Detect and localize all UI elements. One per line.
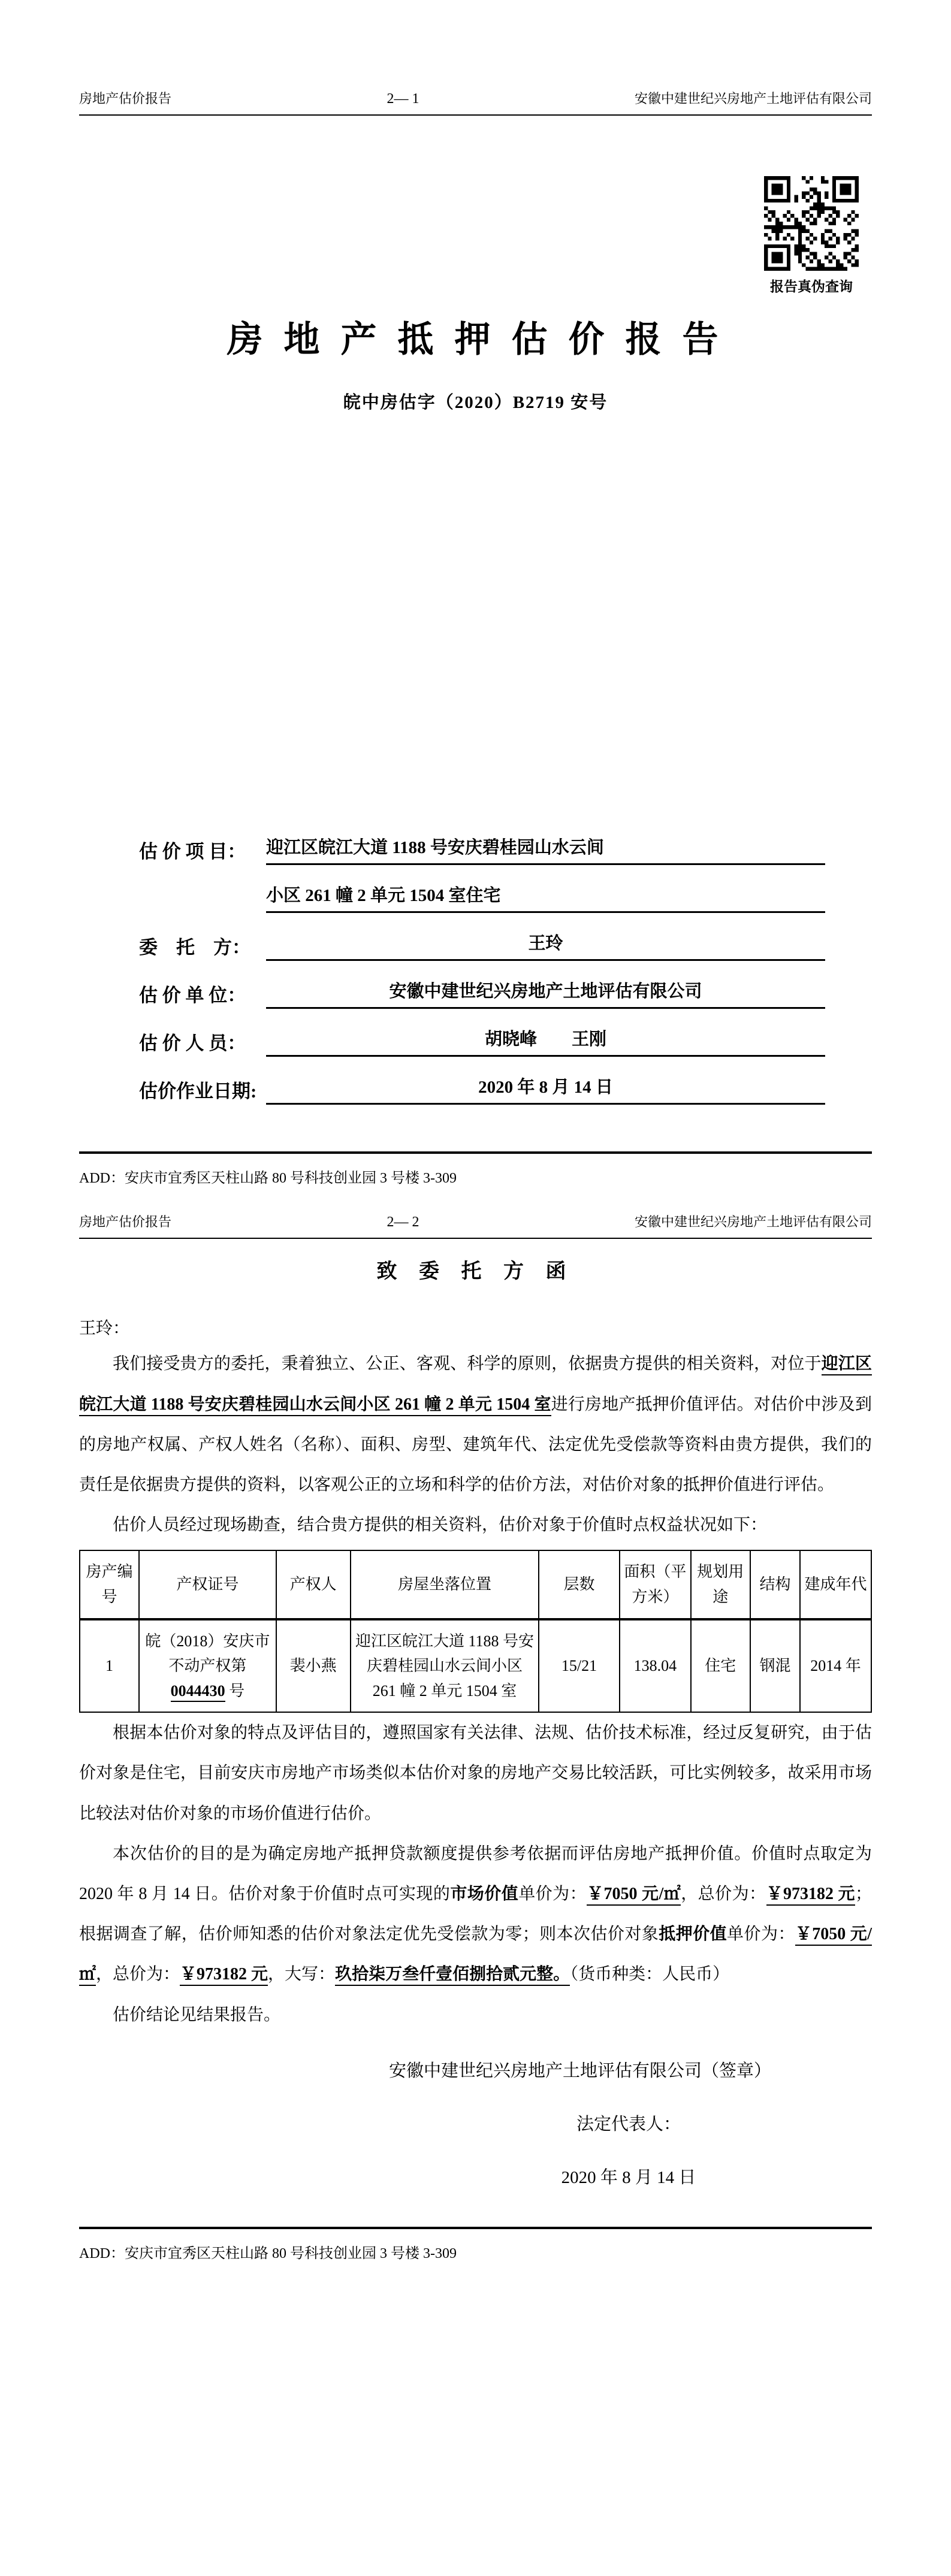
- letter-paragraph: [79, 1834, 872, 1995]
- field-project: [139, 833, 825, 865]
- field-value: 王玲: [266, 929, 825, 961]
- text-run: 抵押价值: [659, 1925, 727, 1944]
- page1-running-header: [79, 89, 872, 116]
- letter-title: 致 委 托 方 函: [376, 1260, 575, 1283]
- field-appraisers: [139, 1024, 825, 1057]
- text-run: 单价为：: [727, 1925, 795, 1944]
- field-value: 胡晓峰 王刚: [266, 1024, 825, 1057]
- header-left-title: 房地产估价报告: [79, 91, 172, 106]
- field-label: 委 托 方：: [139, 937, 250, 958]
- text-run: ￥973182 元: [180, 1965, 268, 1986]
- letter-paragraphs-before-table: [79, 1344, 872, 1545]
- text-run: 市场价值: [450, 1885, 519, 1904]
- table-header-cell: 规划用途: [691, 1550, 750, 1619]
- table-header-cell: 面积（平方米）: [620, 1550, 691, 1619]
- header-page-number: 2— 1: [387, 91, 419, 107]
- qr-caption: 报告真伪查询: [770, 279, 853, 294]
- text-run: 皖（2018）安庆市不动产权第: [145, 1632, 270, 1675]
- text-run: 0044430: [171, 1682, 225, 1702]
- field-client: [139, 929, 825, 961]
- field-value: 2020 年 8 月 14 日: [266, 1072, 825, 1105]
- letter-paragraph: [79, 1713, 872, 1834]
- field-label: 估价作业日期:: [139, 1081, 257, 1102]
- text-run: （货币种类：人民币）: [570, 1965, 730, 1984]
- qr-block: [763, 176, 860, 295]
- footer-address: ADD：安庆市宜秀区天柱山路 80 号科技创业园 3 号楼 3-309: [79, 1171, 457, 1186]
- field-label: 估 价 项 目：: [139, 841, 246, 862]
- table-header-cell: 产权证号: [139, 1550, 276, 1619]
- field-appraisal-date: [139, 1072, 825, 1105]
- qr-code-icon: [764, 176, 859, 271]
- text-run: ，总价为：: [96, 1965, 180, 1984]
- table-cell: 138.04: [620, 1619, 691, 1713]
- page2-footer: [79, 2227, 872, 2262]
- header-company-name: 安徽中建世纪兴房地产土地评估有限公司: [634, 1214, 872, 1229]
- field-label: [139, 911, 266, 913]
- signature-legal-rep: 法定代表人：: [576, 2115, 681, 2134]
- report-title: 房 地 产 抵 押 估 价 报 告: [227, 320, 724, 359]
- text-run: ，总价为：: [681, 1885, 766, 1904]
- text-run: ￥973182 元: [766, 1885, 855, 1906]
- letter-paragraph: [79, 1344, 872, 1505]
- text-run: ，大写：: [268, 1965, 336, 1984]
- text-run: 单价为：: [518, 1885, 587, 1904]
- signature-date: 2020 年 8 月 14 日: [561, 2168, 696, 2188]
- field-appraisal-agency: [139, 976, 825, 1009]
- table-header-row: [80, 1550, 871, 1619]
- table-cell: 1: [80, 1619, 139, 1713]
- table-header-cell: 房屋坐落位置: [351, 1550, 539, 1619]
- table-header-cell: 层数: [539, 1550, 620, 1619]
- field-value: 迎江区皖江大道 1188 号安庆碧桂园山水云间: [266, 833, 825, 865]
- table-row: [80, 1619, 871, 1713]
- field-value: 小区 261 幢 2 单元 1504 室住宅: [266, 881, 825, 913]
- text-run: 根据本估价对象的特点及评估目的，遵照国家有关法律、法规、估价技术标准，经过反复研究，由于估价对象是住宅，目前安庆市房地产市场类似本估价对象的房地产交易比较活跃，可比实例较多，故采用市场比较法对估价对象的市场价值进行估价。: [79, 1724, 872, 1823]
- header-page-number: 2— 2: [387, 1214, 419, 1230]
- table-header-cell: 房产编号: [80, 1550, 139, 1619]
- text-run: 估价结论见结果报告。: [113, 2005, 281, 2024]
- text-run: 号: [225, 1682, 245, 1700]
- field-value: 安徽中建世纪兴房地产土地评估有限公司: [266, 976, 825, 1009]
- table-cell: 迎江区皖江大道 1188 号安庆碧桂园山水云间小区 261 幢 2 单元 1504 室: [351, 1619, 539, 1713]
- text-run: 我们接受贵方的委托，秉着独立、公正、客观、科学的原则，依据贵方提供的相关资料，对位于: [113, 1354, 822, 1374]
- table-header-cell: 建成年代: [800, 1550, 871, 1619]
- table-cell: 钢混: [750, 1619, 800, 1713]
- letter-paragraph: [79, 1505, 872, 1545]
- text-run: ；根据调查了解，估价师知悉的估价对象法定优先受偿款为零；则本次估价对象: [79, 1885, 872, 1944]
- header-company-name: 安徽中建世纪兴房地产土地评估有限公司: [634, 91, 872, 106]
- page1-footer: [79, 1151, 872, 1187]
- letter-paragraph: [79, 1995, 872, 2035]
- table-cell: 15/21: [539, 1619, 620, 1713]
- field-label: 估 价 人 员：: [139, 1033, 246, 1054]
- table-header-cell: 结构: [750, 1550, 800, 1619]
- cover-fields: [79, 833, 872, 1105]
- letter-paragraphs-after-table: [79, 1713, 872, 2035]
- letter-salutation: 王玲：: [79, 1319, 130, 1338]
- signature-company: 安徽中建世纪兴房地产土地评估有限公司（签章）: [389, 2061, 772, 2081]
- header-left-title: 房地产估价报告: [79, 1214, 172, 1229]
- text-run: 进行房地产抵押价值评估。对估价中涉及到的房地产权属、产权人姓名（名称）、面积、房型、建筑年代、法定优先受偿款等资料由贵方提供，我们的责任是依据贵方提供的资料，以客观公正的立场和科学的估价方法，对估价对象的抵押价值进行评估。: [79, 1395, 872, 1494]
- footer-address: ADD：安庆市宜秀区天柱山路 80 号科技创业园 3 号楼 3-309: [79, 2245, 457, 2261]
- text-run: ￥7050 元/㎡: [79, 1925, 872, 1986]
- text-run: 估价人员经过现场勘查，结合贵方提供的相关资料，估价对象于价值时点权益状况如下：: [113, 1516, 768, 1535]
- table-cell: 2014 年: [800, 1619, 871, 1713]
- text-run: 迎江区皖江大道 1188 号安庆碧桂园山水云间小区 261 幢 2 单元 1504 室: [79, 1354, 872, 1416]
- field-project-line2: [139, 881, 825, 913]
- table-cell: [139, 1619, 276, 1713]
- property-table: [79, 1550, 872, 1713]
- text-run: ￥7050 元/㎡: [587, 1885, 681, 1906]
- page2-running-header: [79, 1212, 872, 1239]
- field-label: 估 价 单 位：: [139, 985, 246, 1006]
- table-cell: 住宅: [691, 1619, 750, 1713]
- table-cell: 裴小燕: [276, 1619, 351, 1713]
- document-number: 皖中房估字（2020）B2719 安号: [343, 393, 608, 412]
- signature-block: [389, 2057, 868, 2193]
- text-run: 玖拾柒万叁仟壹佰捌拾贰元整。: [335, 1965, 570, 1986]
- text-run: 本次估价的目的是为确定房地产抵押贷款额度提供参考依据而评估房地产抵押价值。价值时点取定为 2020 年 8 月 14 日。估价对象于价值时点可实现的: [79, 1844, 872, 1904]
- table-header-cell: 产权人: [276, 1550, 351, 1619]
